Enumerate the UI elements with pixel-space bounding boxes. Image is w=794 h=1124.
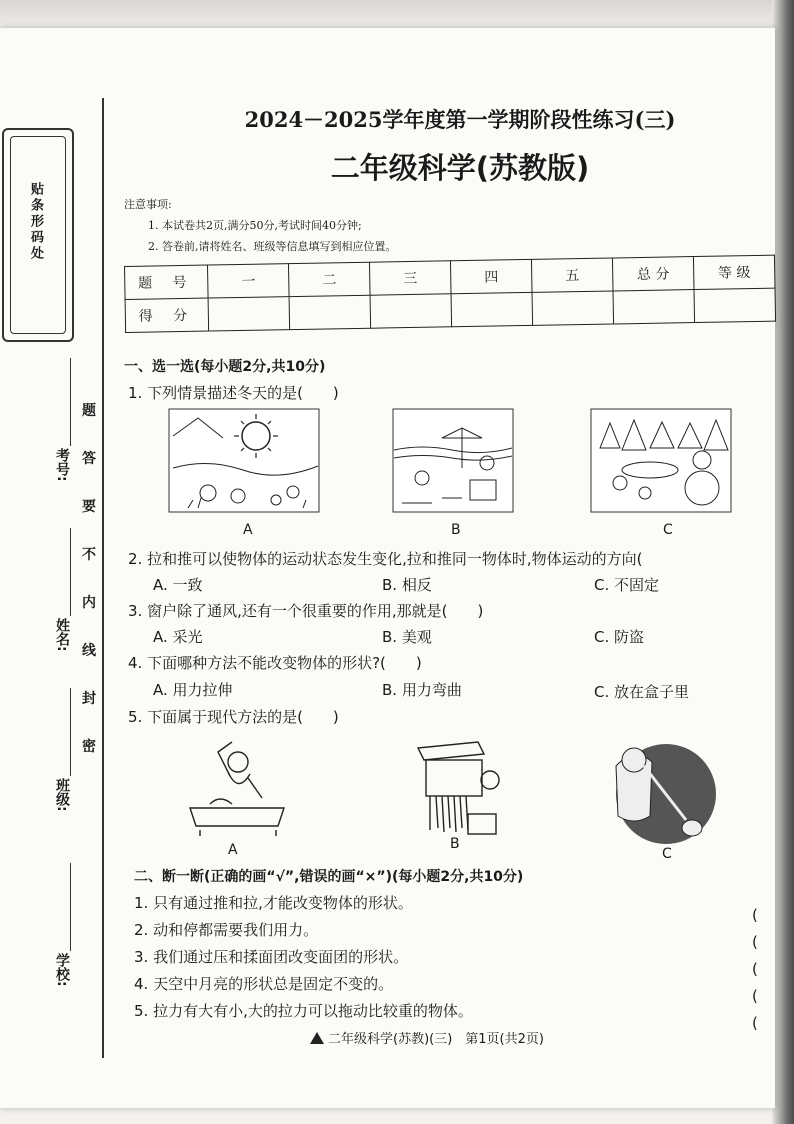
q2-option-a[interactable]: A. 一致 xyxy=(153,576,203,594)
q1-option-c[interactable]: C xyxy=(663,522,673,538)
notice xyxy=(124,194,397,257)
score-header: 五 xyxy=(531,258,613,292)
score-header: 三 xyxy=(370,261,452,295)
section2-heading: 二、断一断(正确的画“√”,错误的画“×”)(每小题2分,共10分) xyxy=(134,869,524,885)
judge-item-1: 1. 只有通过推和拉,才能改变物体的形状。 xyxy=(134,894,413,912)
notice-item: 1. 本试卷共2页,满分50分,考试时间40分钟; xyxy=(148,219,362,232)
glassblowing-image xyxy=(604,736,716,846)
score-table xyxy=(124,255,776,333)
spring-scene-image xyxy=(168,408,320,513)
score-cell[interactable] xyxy=(532,291,614,325)
q5-option-b[interactable]: B xyxy=(450,836,460,852)
exam-title: 2024－2025学年度第一学期阶段性练习(三) xyxy=(244,107,676,132)
exam-number-field[interactable] xyxy=(70,358,71,446)
judge-item-5: 5. 拉力有大有小,大的拉力可以拖动比较重的物体。 xyxy=(134,1002,473,1020)
score-header: 二 xyxy=(289,262,371,296)
q3-option-c[interactable]: C. 防盗 xyxy=(594,628,645,646)
seal-char: 内 xyxy=(82,595,96,611)
question-1: 1. 下列情景描述冬天的是( ) xyxy=(128,384,339,402)
score-cell[interactable] xyxy=(289,295,371,329)
score-header: 等 级 xyxy=(693,255,775,289)
judge-item-2: 2. 动和停都需要我们用力。 xyxy=(134,921,319,939)
score-header: 题 号 xyxy=(125,265,209,299)
barcode-label: 贴条形码处 xyxy=(28,182,43,262)
seal-char: 不 xyxy=(82,547,96,563)
summer-beach-image xyxy=(392,408,514,513)
answer-paren-2[interactable]: ( xyxy=(752,933,758,951)
winter-snowman-image xyxy=(590,408,732,513)
seal-char: 要 xyxy=(82,499,96,515)
score-row-label: 得 分 xyxy=(125,298,209,332)
question-2: 2. 拉和推可以使物体的运动状态发生变化,拉和推同一物体时,物体运动的方向( xyxy=(128,550,643,568)
q1-option-b[interactable]: B xyxy=(451,522,461,538)
binding-line xyxy=(102,98,104,1058)
q4-option-b[interactable]: B. 用力弯曲 xyxy=(382,681,462,699)
barcode-box xyxy=(2,128,74,342)
exam-page xyxy=(0,28,775,1108)
answer-paren-4[interactable]: ( xyxy=(752,987,758,1005)
question-3: 3. 窗户除了通风,还有一个很重要的作用,那就是( ) xyxy=(128,602,484,620)
section1-heading: 一、选一选(每小题2分,共10分) xyxy=(124,359,326,375)
score-cell[interactable] xyxy=(451,292,533,326)
judge-item-4: 4. 天空中月亮的形状总是固定不变的。 xyxy=(134,975,394,993)
name-field[interactable] xyxy=(70,528,71,616)
question-5: 5. 下面属于现代方法的是( ) xyxy=(128,708,339,726)
seal-char: 封 xyxy=(82,691,96,707)
page-footer xyxy=(310,1028,544,1047)
score-cell[interactable] xyxy=(613,290,695,324)
handmade-noodle-image xyxy=(180,734,292,838)
q3-option-a[interactable]: A. 采光 xyxy=(153,628,203,646)
exam-number-label: 考号: xyxy=(54,448,70,482)
q1-option-a[interactable]: A xyxy=(243,522,253,538)
q2-option-c[interactable]: C. 不固定 xyxy=(594,576,660,594)
q4-option-c[interactable]: C. 放在盒子里 xyxy=(594,683,690,701)
seal-char: 密 xyxy=(82,739,96,755)
score-header: 总 分 xyxy=(612,257,694,291)
score-header: 一 xyxy=(208,264,290,298)
seal-char: 答 xyxy=(82,451,96,467)
score-header: 四 xyxy=(451,259,533,293)
notice-item: 2. 答卷前,请将姓名、班级等信息填写到相应位置。 xyxy=(148,240,397,253)
seal-char: 题 xyxy=(82,403,96,419)
footer-text: 二年级科学(苏教)(三) 第1页(共2页) xyxy=(328,1032,544,1047)
seal-char: 线 xyxy=(82,643,96,659)
answer-paren-1[interactable]: ( xyxy=(752,906,758,924)
q4-option-a[interactable]: A. 用力拉伸 xyxy=(153,681,233,699)
class-label: 班级: xyxy=(54,778,70,812)
class-field[interactable] xyxy=(70,688,71,776)
footer-logo-icon xyxy=(310,1032,324,1044)
notice-heading: 注意事项: xyxy=(124,198,172,211)
noodle-machine-image xyxy=(408,734,504,838)
school-label: 学校: xyxy=(54,953,70,987)
judge-item-3: 3. 我们通过压和揉面团改变面团的形状。 xyxy=(134,948,409,966)
q5-option-c[interactable]: C xyxy=(662,846,672,862)
q5-option-a[interactable]: A xyxy=(228,842,238,858)
answer-paren-3[interactable]: ( xyxy=(752,960,758,978)
score-cell[interactable] xyxy=(694,288,776,322)
score-cell[interactable] xyxy=(370,294,452,328)
exam-subtitle: 二年级科学(苏教版) xyxy=(330,151,590,185)
question-4: 4. 下面哪种方法不能改变物体的形状?( ) xyxy=(128,654,422,672)
score-cell[interactable] xyxy=(208,297,290,331)
q3-option-b[interactable]: B. 美观 xyxy=(382,628,432,646)
name-label: 姓名: xyxy=(54,618,70,652)
answer-paren-5[interactable]: ( xyxy=(752,1014,758,1032)
q2-option-b[interactable]: B. 相反 xyxy=(382,576,432,594)
school-field[interactable] xyxy=(70,863,71,951)
